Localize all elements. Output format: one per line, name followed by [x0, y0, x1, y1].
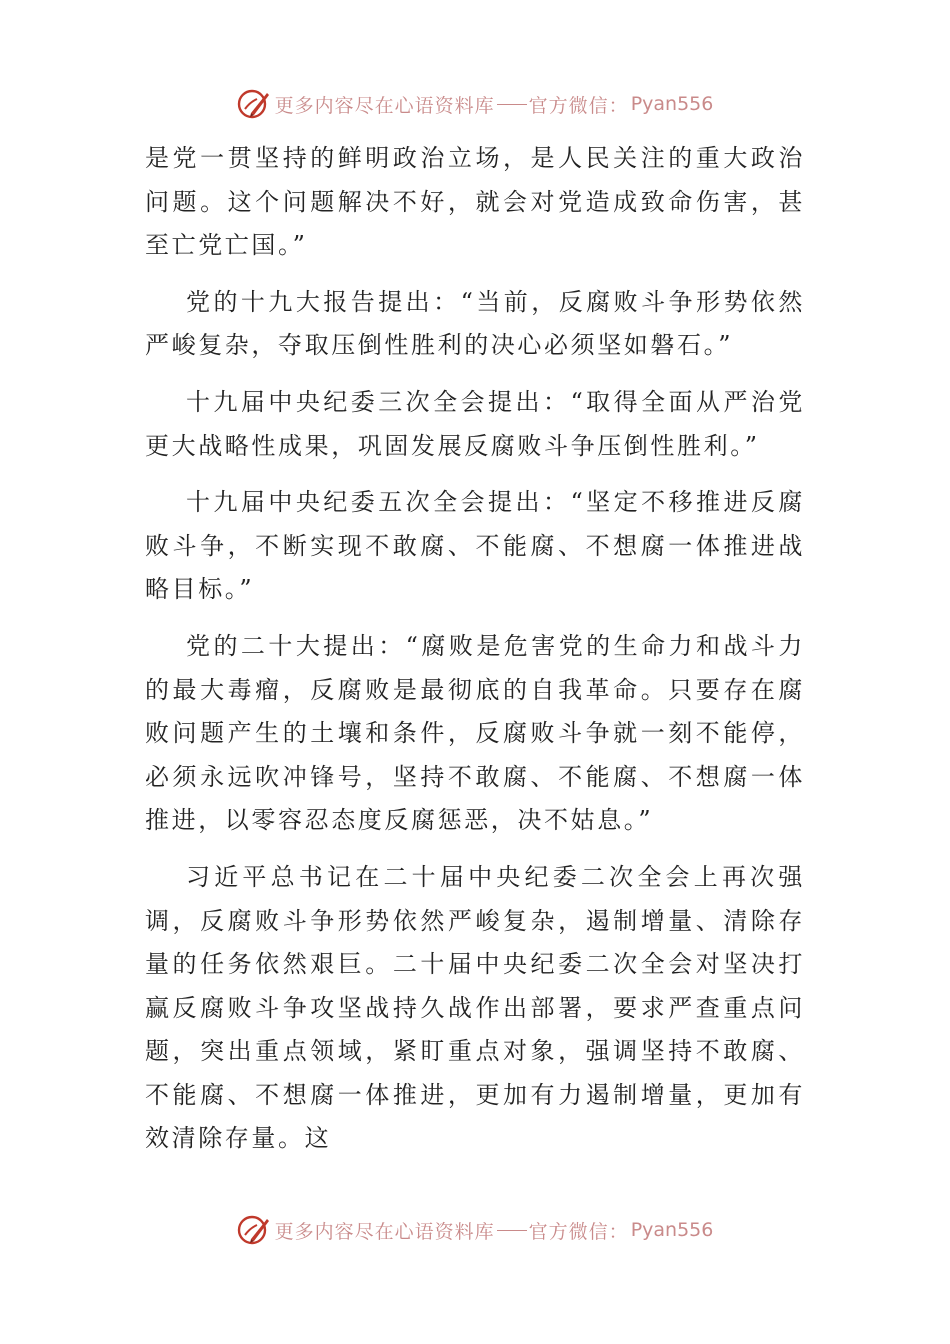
- watermark-wechat-id: Pyan556: [630, 93, 714, 115]
- pen-circle-logo-icon: [237, 1213, 271, 1247]
- paragraph-6: 习近平总书记在二十届中央纪委二次全会上再次强调，反腐败斗争形势依然严峻复杂，遏制增量、清除存量的任务依然艰巨。二十届中央纪委二次全会对坚决打赢反腐败斗争攻坚战持久战作出部署，要求严查重点问题，突出重点领域，紧盯重点对象，强调坚持不敢腐、不能腐、不想腐一体推进，更加有力遏制增量，更加有效清除存量。这: [145, 862, 805, 1153]
- paragraph-3: 十九届中央纪委三次全会提出：“取得全面从严治党更大战略性成果，巩固发展反腐败斗争压倒性胜利。”: [145, 387, 805, 460]
- watermark-site-text: 更多内容尽在心语资料库: [274, 1220, 495, 1243]
- watermark-site-text: 更多内容尽在心语资料库: [274, 94, 495, 117]
- watermark-dash: [497, 1230, 527, 1231]
- paragraph-5: 党的二十大提出：“腐败是危害党的生命力和战斗力的最大毒瘤，反腐败是最彻底的自我革命。只要存在腐败问题产生的土壤和条件，反腐败斗争就一刻不能停，必须永远吹冲锋号，坚持不敢腐、不能腐、不想腐一体推进，以零容忍态度反腐惩恶，决不姑息。”: [145, 631, 805, 835]
- header-watermark: [0, 84, 950, 124]
- pen-circle-logo-icon: [237, 87, 271, 121]
- footer-watermark: [0, 1210, 950, 1250]
- paragraph-4: 十九届中央纪委五次全会提出：“坚定不移推进反腐败斗争，不断实现不敢腐、不能腐、不想腐一体推进战略目标。”: [145, 488, 805, 604]
- watermark-wechat-label: 官方微信：: [528, 1220, 629, 1243]
- watermark-dash: [497, 104, 527, 105]
- paragraph-1: 是党一贯坚持的鲜明政治立场，是人民关注的重大政治问题。这个问题解决不好，就会对党造成致命伤害，甚至亡党亡国。”: [145, 144, 805, 260]
- watermark-wechat-label: 官方微信：: [528, 94, 629, 117]
- watermark-wechat-id: Pyan556: [630, 1219, 714, 1241]
- document-body: [145, 137, 805, 1174]
- paragraph-2: 党的十九大报告提出：“当前，反腐败斗争形势依然严峻复杂，夺取压倒性胜利的决心必须坚如磐石。”: [145, 287, 805, 360]
